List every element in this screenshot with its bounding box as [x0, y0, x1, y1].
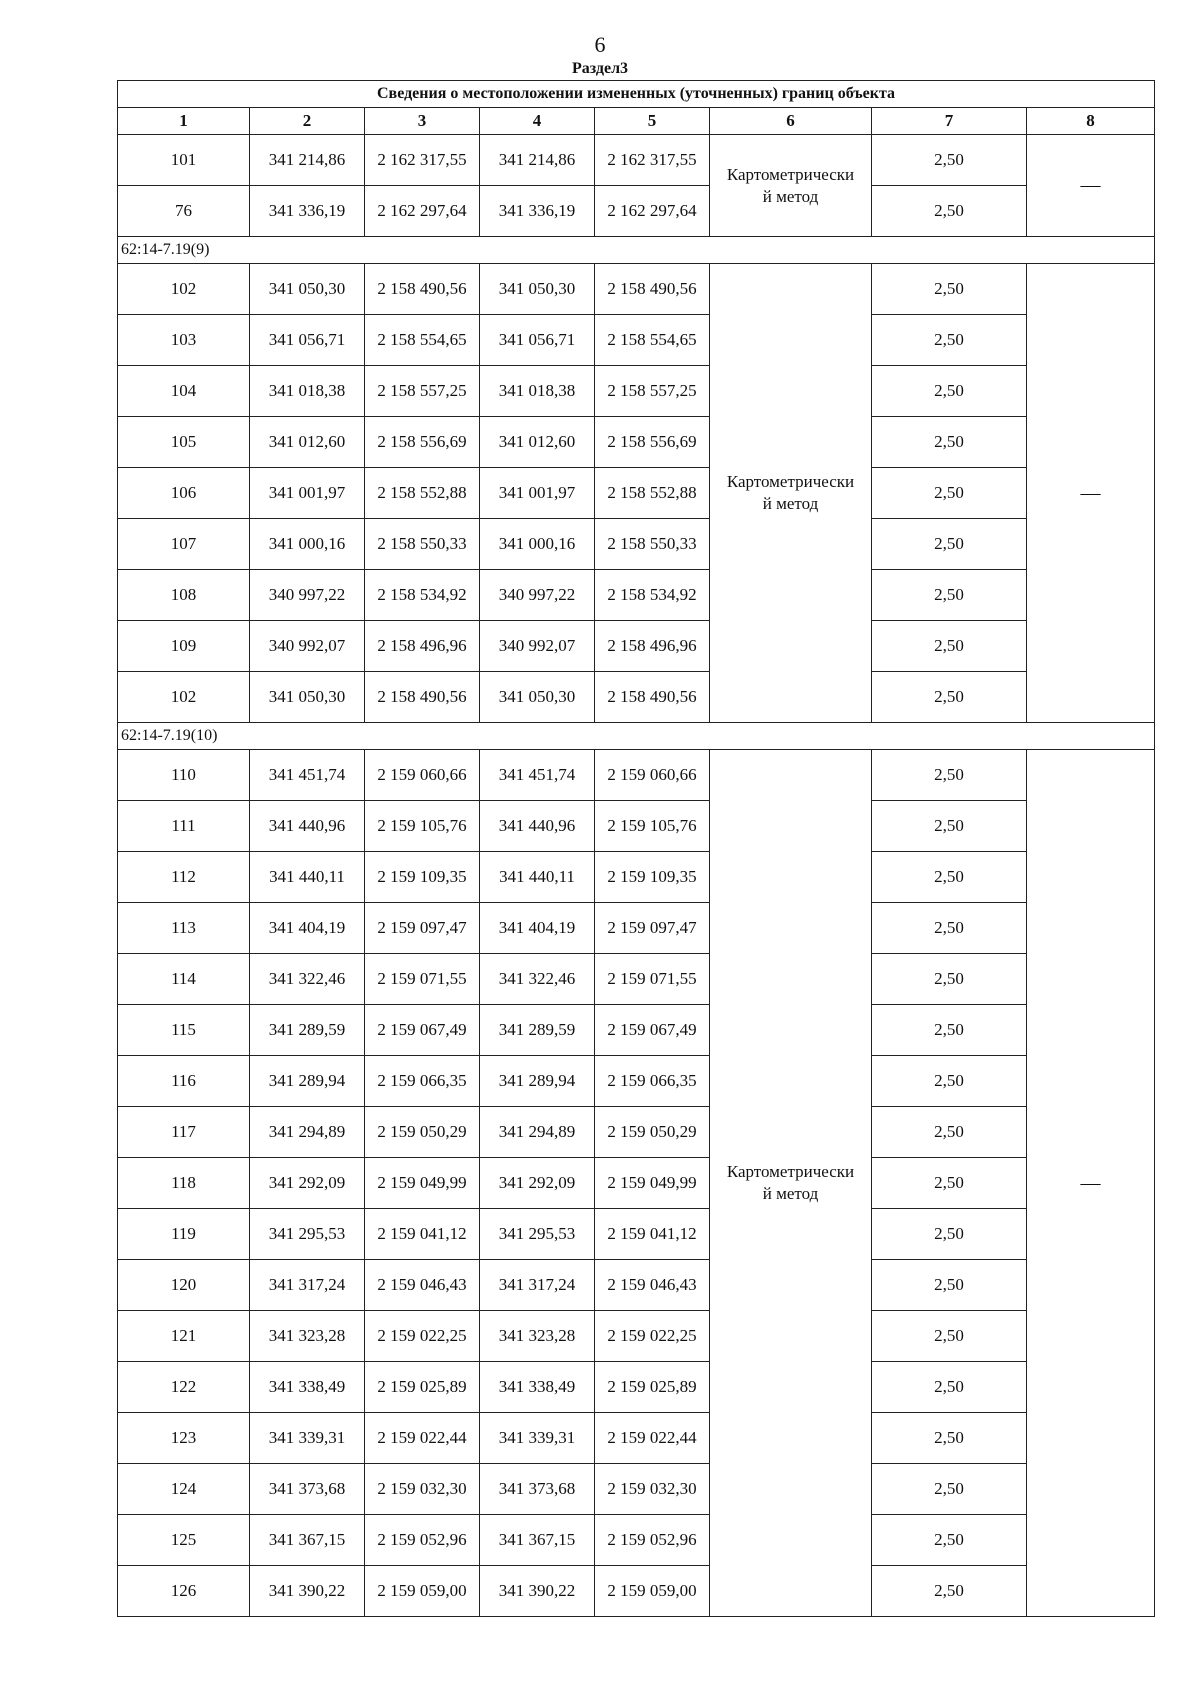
column-header: 1 [118, 108, 250, 135]
column-header: 7 [872, 108, 1027, 135]
x-coordinate: 341 050,30 [250, 264, 365, 315]
accuracy-value: 2,50 [872, 1209, 1027, 1260]
table-row [118, 1362, 1155, 1413]
accuracy-value: 2,50 [872, 672, 1027, 723]
accuracy-value: 2,50 [872, 519, 1027, 570]
point-number: 109 [118, 621, 250, 672]
point-number: 102 [118, 264, 250, 315]
table-row [118, 135, 1155, 186]
point-number: 119 [118, 1209, 250, 1260]
accuracy-value: 2,50 [872, 1005, 1027, 1056]
method-cell [710, 264, 872, 723]
accuracy-value: 2,50 [872, 1107, 1027, 1158]
x-coordinate-new: 341 338,49 [480, 1362, 595, 1413]
x-coordinate-new: 341 367,15 [480, 1515, 595, 1566]
accuracy-value: 2,50 [872, 366, 1027, 417]
boundary-coordinates-table [117, 80, 1155, 1617]
y-coordinate: 2 158 557,25 [365, 366, 480, 417]
group-header-row [118, 723, 1155, 750]
y-coordinate: 2 159 022,44 [365, 1413, 480, 1464]
accuracy-value: 2,50 [872, 1515, 1027, 1566]
point-number: 116 [118, 1056, 250, 1107]
group-label: 62:14-7.19(9) [118, 237, 1155, 264]
x-coordinate-new: 341 214,86 [480, 135, 595, 186]
table-row [118, 1413, 1155, 1464]
table-row [118, 1209, 1155, 1260]
method-text-line2: й метод [762, 1184, 819, 1203]
column-header: 2 [250, 108, 365, 135]
table-row [118, 1566, 1155, 1617]
y-coordinate: 2 159 046,43 [365, 1260, 480, 1311]
y-coordinate-new: 2 158 490,56 [595, 264, 710, 315]
point-number: 122 [118, 1362, 250, 1413]
x-coordinate-new: 341 336,19 [480, 186, 595, 237]
y-coordinate-new: 2 159 046,43 [595, 1260, 710, 1311]
table-row [118, 1056, 1155, 1107]
accuracy-value: 2,50 [872, 1464, 1027, 1515]
x-coordinate-new: 341 289,59 [480, 1005, 595, 1056]
x-coordinate-new: 341 373,68 [480, 1464, 595, 1515]
point-number: 113 [118, 903, 250, 954]
accuracy-value: 2,50 [872, 903, 1027, 954]
accuracy-value: 2,50 [872, 1158, 1027, 1209]
point-number: 107 [118, 519, 250, 570]
y-coordinate-new: 2 159 022,25 [595, 1311, 710, 1362]
x-coordinate: 341 339,31 [250, 1413, 365, 1464]
x-coordinate-new: 340 992,07 [480, 621, 595, 672]
y-coordinate-new: 2 162 297,64 [595, 186, 710, 237]
accuracy-value: 2,50 [872, 570, 1027, 621]
accuracy-value: 2,50 [872, 1311, 1027, 1362]
x-coordinate: 341 018,38 [250, 366, 365, 417]
y-coordinate-new: 2 159 060,66 [595, 750, 710, 801]
y-coordinate: 2 158 552,88 [365, 468, 480, 519]
x-coordinate-new: 341 050,30 [480, 672, 595, 723]
table-row [118, 750, 1155, 801]
y-coordinate-new: 2 158 556,69 [595, 417, 710, 468]
accuracy-value: 2,50 [872, 1566, 1027, 1617]
y-coordinate: 2 159 059,00 [365, 1566, 480, 1617]
x-coordinate: 341 367,15 [250, 1515, 365, 1566]
table-row [118, 1107, 1155, 1158]
y-coordinate-new: 2 162 317,55 [595, 135, 710, 186]
y-coordinate-new: 2 159 049,99 [595, 1158, 710, 1209]
table-row [118, 519, 1155, 570]
accuracy-value: 2,50 [872, 468, 1027, 519]
y-coordinate-new: 2 159 067,49 [595, 1005, 710, 1056]
x-coordinate: 341 373,68 [250, 1464, 365, 1515]
y-coordinate: 2 159 052,96 [365, 1515, 480, 1566]
point-number: 106 [118, 468, 250, 519]
column-header-row [118, 108, 1155, 135]
x-coordinate-new: 341 294,89 [480, 1107, 595, 1158]
x-coordinate: 341 001,97 [250, 468, 365, 519]
y-coordinate-new: 2 158 557,25 [595, 366, 710, 417]
point-number: 126 [118, 1566, 250, 1617]
accuracy-value: 2,50 [872, 186, 1027, 237]
method-text-line1: Картометрически [726, 164, 855, 184]
x-coordinate-new: 341 390,22 [480, 1566, 595, 1617]
y-coordinate: 2 159 109,35 [365, 852, 480, 903]
table-row [118, 570, 1155, 621]
x-coordinate: 341 289,59 [250, 1005, 365, 1056]
point-number: 124 [118, 1464, 250, 1515]
method-text-line1: Картометрически [726, 472, 855, 491]
group-label: 62:14-7.19(10) [118, 723, 1155, 750]
x-coordinate: 341 289,94 [250, 1056, 365, 1107]
table-row [118, 1464, 1155, 1515]
accuracy-value: 2,50 [872, 417, 1027, 468]
accuracy-value: 2,50 [872, 954, 1027, 1005]
table-row [118, 954, 1155, 1005]
accuracy-value: 2,50 [872, 264, 1027, 315]
table-row [118, 801, 1155, 852]
x-coordinate-new: 341 323,28 [480, 1311, 595, 1362]
column-header: 8 [1027, 108, 1155, 135]
x-coordinate: 341 336,19 [250, 186, 365, 237]
method-cell [710, 135, 872, 237]
point-number: 118 [118, 1158, 250, 1209]
column8-dash: — [1027, 750, 1155, 1617]
x-coordinate: 341 322,46 [250, 954, 365, 1005]
y-coordinate: 2 158 534,92 [365, 570, 480, 621]
column8-dash: — [1027, 135, 1155, 237]
accuracy-value: 2,50 [872, 750, 1027, 801]
y-coordinate-new: 2 159 050,29 [595, 1107, 710, 1158]
point-number: 101 [118, 135, 250, 186]
y-coordinate-new: 2 159 022,44 [595, 1413, 710, 1464]
y-coordinate-new: 2 158 496,96 [595, 621, 710, 672]
x-coordinate-new: 341 322,46 [480, 954, 595, 1005]
y-coordinate-new: 2 158 552,88 [595, 468, 710, 519]
point-number: 117 [118, 1107, 250, 1158]
y-coordinate: 2 159 066,35 [365, 1056, 480, 1107]
table-row [118, 903, 1155, 954]
method-text-line1: Картометрически [726, 1162, 855, 1181]
y-coordinate: 2 159 050,29 [365, 1107, 480, 1158]
column-header: 6 [710, 108, 872, 135]
point-number: 110 [118, 750, 250, 801]
point-number: 114 [118, 954, 250, 1005]
x-coordinate: 341 295,53 [250, 1209, 365, 1260]
table-row [118, 1515, 1155, 1566]
x-coordinate-new: 341 317,24 [480, 1260, 595, 1311]
table-title: Сведения о местоположении измененных (уточненных) границ объекта [118, 81, 1155, 108]
y-coordinate-new: 2 159 059,00 [595, 1566, 710, 1617]
table-row [118, 468, 1155, 519]
x-coordinate-new: 340 997,22 [480, 570, 595, 621]
x-coordinate-new: 341 018,38 [480, 366, 595, 417]
y-coordinate: 2 159 032,30 [365, 1464, 480, 1515]
y-coordinate-new: 2 159 109,35 [595, 852, 710, 903]
point-number: 102 [118, 672, 250, 723]
accuracy-value: 2,50 [872, 1056, 1027, 1107]
y-coordinate: 2 158 550,33 [365, 519, 480, 570]
point-number: 123 [118, 1413, 250, 1464]
method-text-line2: й метод [762, 186, 819, 206]
table-row [118, 672, 1155, 723]
column-header: 3 [365, 108, 480, 135]
x-coordinate-new: 341 440,96 [480, 801, 595, 852]
section-label: Раздел3 [571, 60, 629, 77]
y-coordinate-new: 2 159 097,47 [595, 903, 710, 954]
point-number: 125 [118, 1515, 250, 1566]
x-coordinate: 341 404,19 [250, 903, 365, 954]
x-coordinate-new: 341 404,19 [480, 903, 595, 954]
x-coordinate-new: 341 295,53 [480, 1209, 595, 1260]
table-row [118, 1311, 1155, 1362]
x-coordinate: 341 000,16 [250, 519, 365, 570]
x-coordinate: 341 440,96 [250, 801, 365, 852]
point-number: 111 [118, 801, 250, 852]
x-coordinate-new: 341 012,60 [480, 417, 595, 468]
table-row [118, 366, 1155, 417]
point-number: 105 [118, 417, 250, 468]
y-coordinate-new: 2 158 534,92 [595, 570, 710, 621]
y-coordinate: 2 158 554,65 [365, 315, 480, 366]
y-coordinate-new: 2 159 025,89 [595, 1362, 710, 1413]
x-coordinate-new: 341 292,09 [480, 1158, 595, 1209]
point-number: 103 [118, 315, 250, 366]
accuracy-value: 2,50 [872, 135, 1027, 186]
y-coordinate-new: 2 158 554,65 [595, 315, 710, 366]
y-coordinate: 2 158 490,56 [365, 672, 480, 723]
x-coordinate: 341 214,86 [250, 135, 365, 186]
y-coordinate-new: 2 159 105,76 [595, 801, 710, 852]
point-number: 121 [118, 1311, 250, 1362]
y-coordinate-new: 2 159 032,30 [595, 1464, 710, 1515]
accuracy-value: 2,50 [872, 852, 1027, 903]
method-text-line2: й метод [762, 494, 819, 513]
x-coordinate: 341 451,74 [250, 750, 365, 801]
x-coordinate: 341 012,60 [250, 417, 365, 468]
accuracy-value: 2,50 [872, 621, 1027, 672]
x-coordinate: 340 997,22 [250, 570, 365, 621]
point-number: 112 [118, 852, 250, 903]
accuracy-value: 2,50 [872, 1362, 1027, 1413]
column-header: 5 [595, 108, 710, 135]
y-coordinate-new: 2 159 052,96 [595, 1515, 710, 1566]
y-coordinate-new: 2 159 066,35 [595, 1056, 710, 1107]
x-coordinate: 340 992,07 [250, 621, 365, 672]
accuracy-value: 2,50 [872, 801, 1027, 852]
y-coordinate: 2 159 025,89 [365, 1362, 480, 1413]
y-coordinate-new: 2 159 041,12 [595, 1209, 710, 1260]
table-row [118, 186, 1155, 237]
y-coordinate: 2 158 490,56 [365, 264, 480, 315]
x-coordinate-new: 341 050,30 [480, 264, 595, 315]
y-coordinate: 2 159 041,12 [365, 1209, 480, 1260]
column8-dash: — [1027, 264, 1155, 723]
x-coordinate: 341 323,28 [250, 1311, 365, 1362]
x-coordinate: 341 440,11 [250, 852, 365, 903]
table-row [118, 264, 1155, 315]
accuracy-value: 2,50 [872, 315, 1027, 366]
x-coordinate: 341 050,30 [250, 672, 365, 723]
x-coordinate-new: 341 339,31 [480, 1413, 595, 1464]
point-number: 104 [118, 366, 250, 417]
y-coordinate: 2 159 067,49 [365, 1005, 480, 1056]
x-coordinate-new: 341 000,16 [480, 519, 595, 570]
y-coordinate: 2 159 022,25 [365, 1311, 480, 1362]
y-coordinate-new: 2 158 490,56 [595, 672, 710, 723]
point-number: 120 [118, 1260, 250, 1311]
point-number: 115 [118, 1005, 250, 1056]
table-row [118, 417, 1155, 468]
point-number: 108 [118, 570, 250, 621]
x-coordinate: 341 317,24 [250, 1260, 365, 1311]
x-coordinate: 341 338,49 [250, 1362, 365, 1413]
method-cell [710, 750, 872, 1617]
y-coordinate-new: 2 159 071,55 [595, 954, 710, 1005]
y-coordinate-new: 2 158 550,33 [595, 519, 710, 570]
y-coordinate: 2 159 060,66 [365, 750, 480, 801]
table-row [118, 852, 1155, 903]
y-coordinate: 2 159 105,76 [365, 801, 480, 852]
table-row [118, 1260, 1155, 1311]
x-coordinate-new: 341 451,74 [480, 750, 595, 801]
x-coordinate-new: 341 056,71 [480, 315, 595, 366]
y-coordinate: 2 162 297,64 [365, 186, 480, 237]
x-coordinate: 341 294,89 [250, 1107, 365, 1158]
y-coordinate: 2 158 556,69 [365, 417, 480, 468]
y-coordinate: 2 159 097,47 [365, 903, 480, 954]
point-number: 76 [118, 186, 250, 237]
accuracy-value: 2,50 [872, 1413, 1027, 1464]
x-coordinate-new: 341 001,97 [480, 468, 595, 519]
x-coordinate-new: 341 440,11 [480, 852, 595, 903]
x-coordinate: 341 056,71 [250, 315, 365, 366]
table-row [118, 315, 1155, 366]
group-header-row [118, 237, 1155, 264]
table-row [118, 621, 1155, 672]
y-coordinate: 2 158 496,96 [365, 621, 480, 672]
y-coordinate: 2 159 071,55 [365, 954, 480, 1005]
column-header: 4 [480, 108, 595, 135]
x-coordinate: 341 390,22 [250, 1566, 365, 1617]
y-coordinate: 2 159 049,99 [365, 1158, 480, 1209]
x-coordinate: 341 292,09 [250, 1158, 365, 1209]
page-number: 6 [594, 32, 606, 57]
accuracy-value: 2,50 [872, 1260, 1027, 1311]
y-coordinate: 2 162 317,55 [365, 135, 480, 186]
x-coordinate-new: 341 289,94 [480, 1056, 595, 1107]
table-row [118, 1158, 1155, 1209]
table-row [118, 1005, 1155, 1056]
